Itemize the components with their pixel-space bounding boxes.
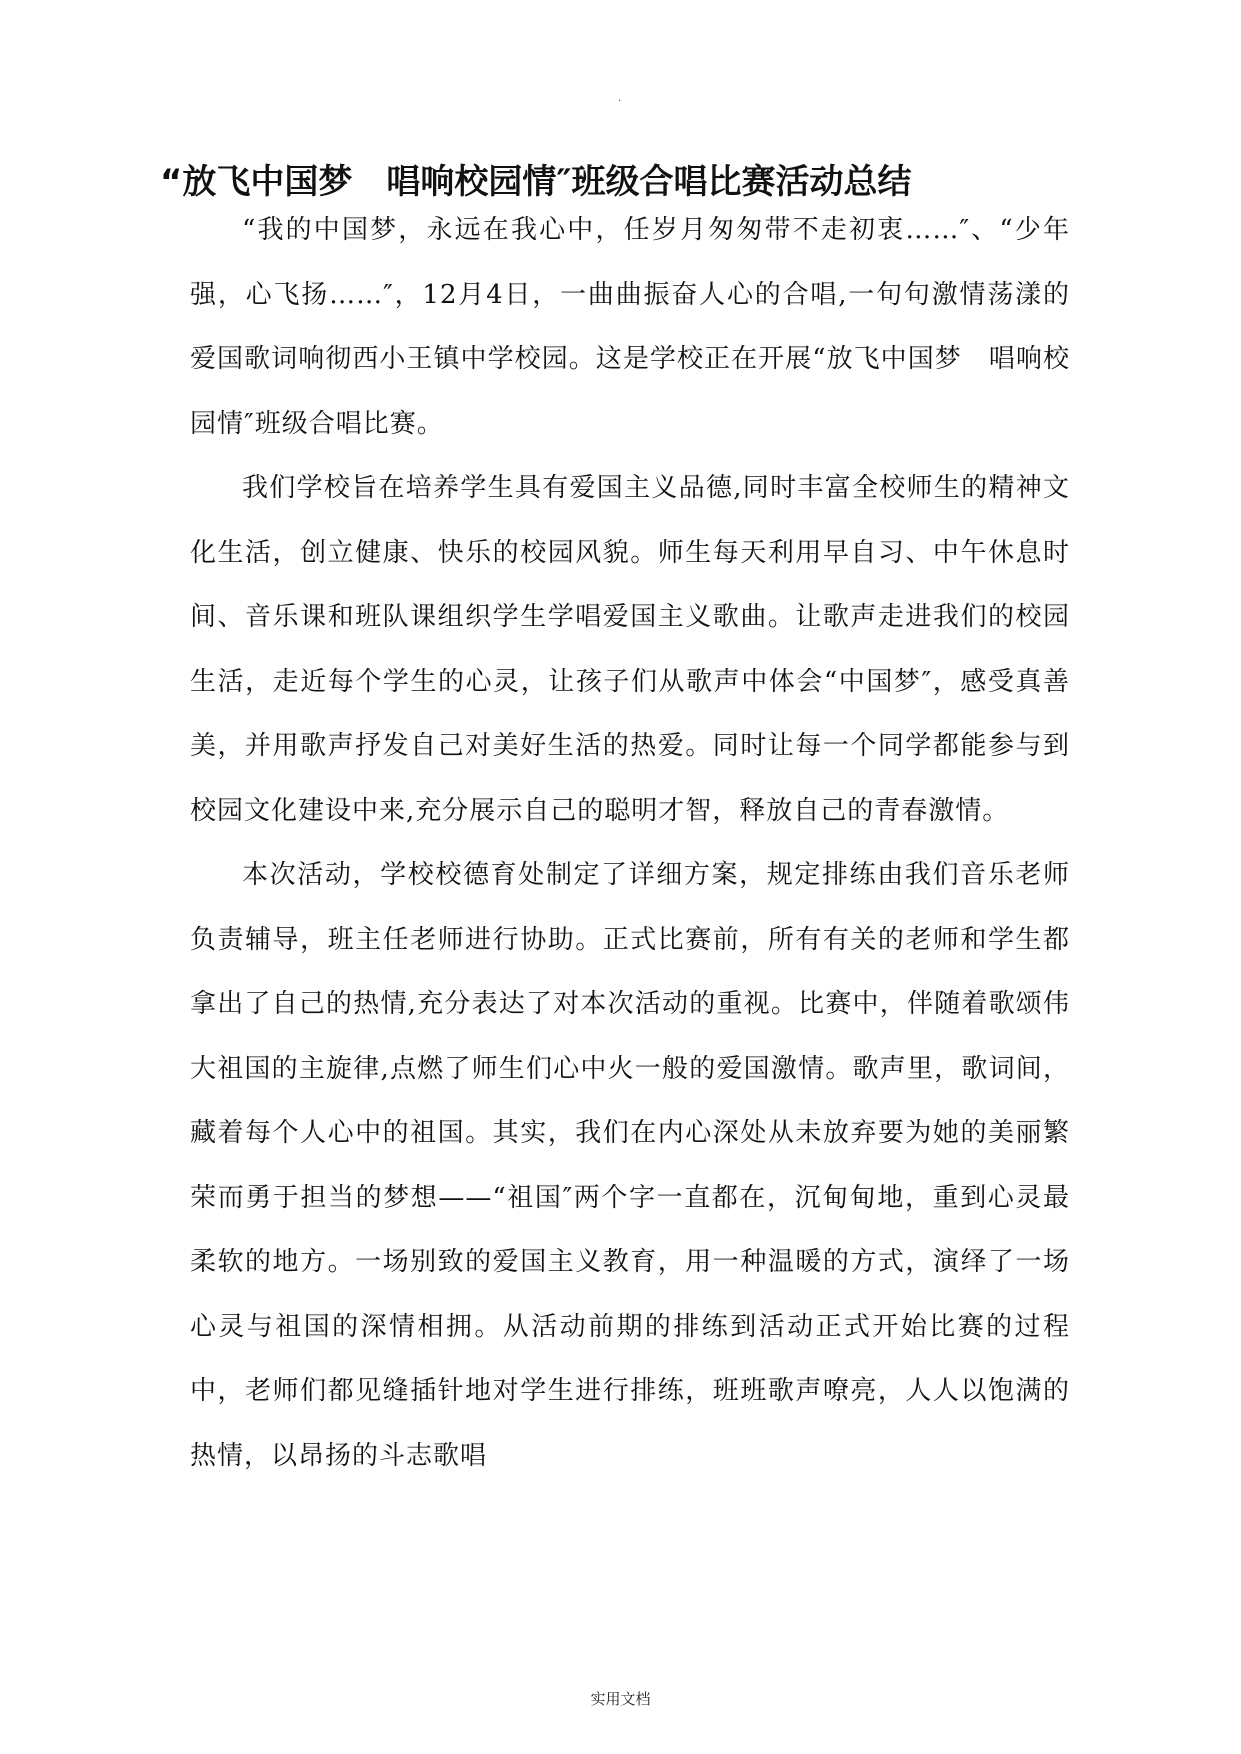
- paragraph-intro: “我的中国梦，永远在我心中，任岁月匆匆带不走初衷……″、“少年强，心飞扬……″，12月4日，一曲曲振奋人心的合唱,一句句激情荡漾的爱国歌词响彻西小王镇中学校园。这是学校正在开展“放飞中国梦 唱响校园情″班级合唱比赛。: [190, 215, 1070, 439]
- header-mark: .: [618, 93, 622, 104]
- page-footer: 实用文档: [590, 1690, 651, 1708]
- paragraph-activity: 本次活动，学校校德育处制定了详细方案，规定排练由我们音乐老师负责辅导，班主任老师进行协助。正式比赛前，所有有关的老师和学生都拿出了自己的热情,充分表达了对本次活动的重视。比赛中，伴随着歌颂伟大祖国的主旋律,点燃了师生们心中火一般的爱国激情。歌声里，歌词间，藏着每个人心中的祖国。其实，我们在内心深处从未放弃要为她的美丽繁荣而勇于担当的梦想——“祖国″两个字一直都在，沉甸甸地，重到心灵最柔软的地方。一场别致的爱国主义教育，用一种温暖的方式，演绎了一场心灵与祖国的深情相拥。从活动前期的排练到活动正式开始比赛的过程中，老师们都见缝插针地对学生进行排练，班班歌声嘹亮，人人以饱满的热情，以昂扬的斗志歌唱: [190, 860, 1070, 1471]
- paragraph-purpose: 我们学校旨在培养学生具有爱国主义品德,同时丰富全校师生的精神文化生活，创立健康、快乐的校园风貌。师生每天利用早自习、中午休息时间、音乐课和班队课组织学生学唱爱国主义歌曲。让歌声走进我们的校园生活，走近每个学生的心灵，让孩子们从歌声中体会“中国梦″，感受真善美，并用歌声抒发自己对美好生活的热爱。同时让每一个同学都能参与到校园文化建设中来,充分展示自己的聪明才智，释放自己的青春激情。: [190, 473, 1070, 826]
- document-title: “放飞中国梦 唱响校园情″班级合唱比赛活动总结: [160, 162, 912, 202]
- document-body: [190, 198, 1070, 1488]
